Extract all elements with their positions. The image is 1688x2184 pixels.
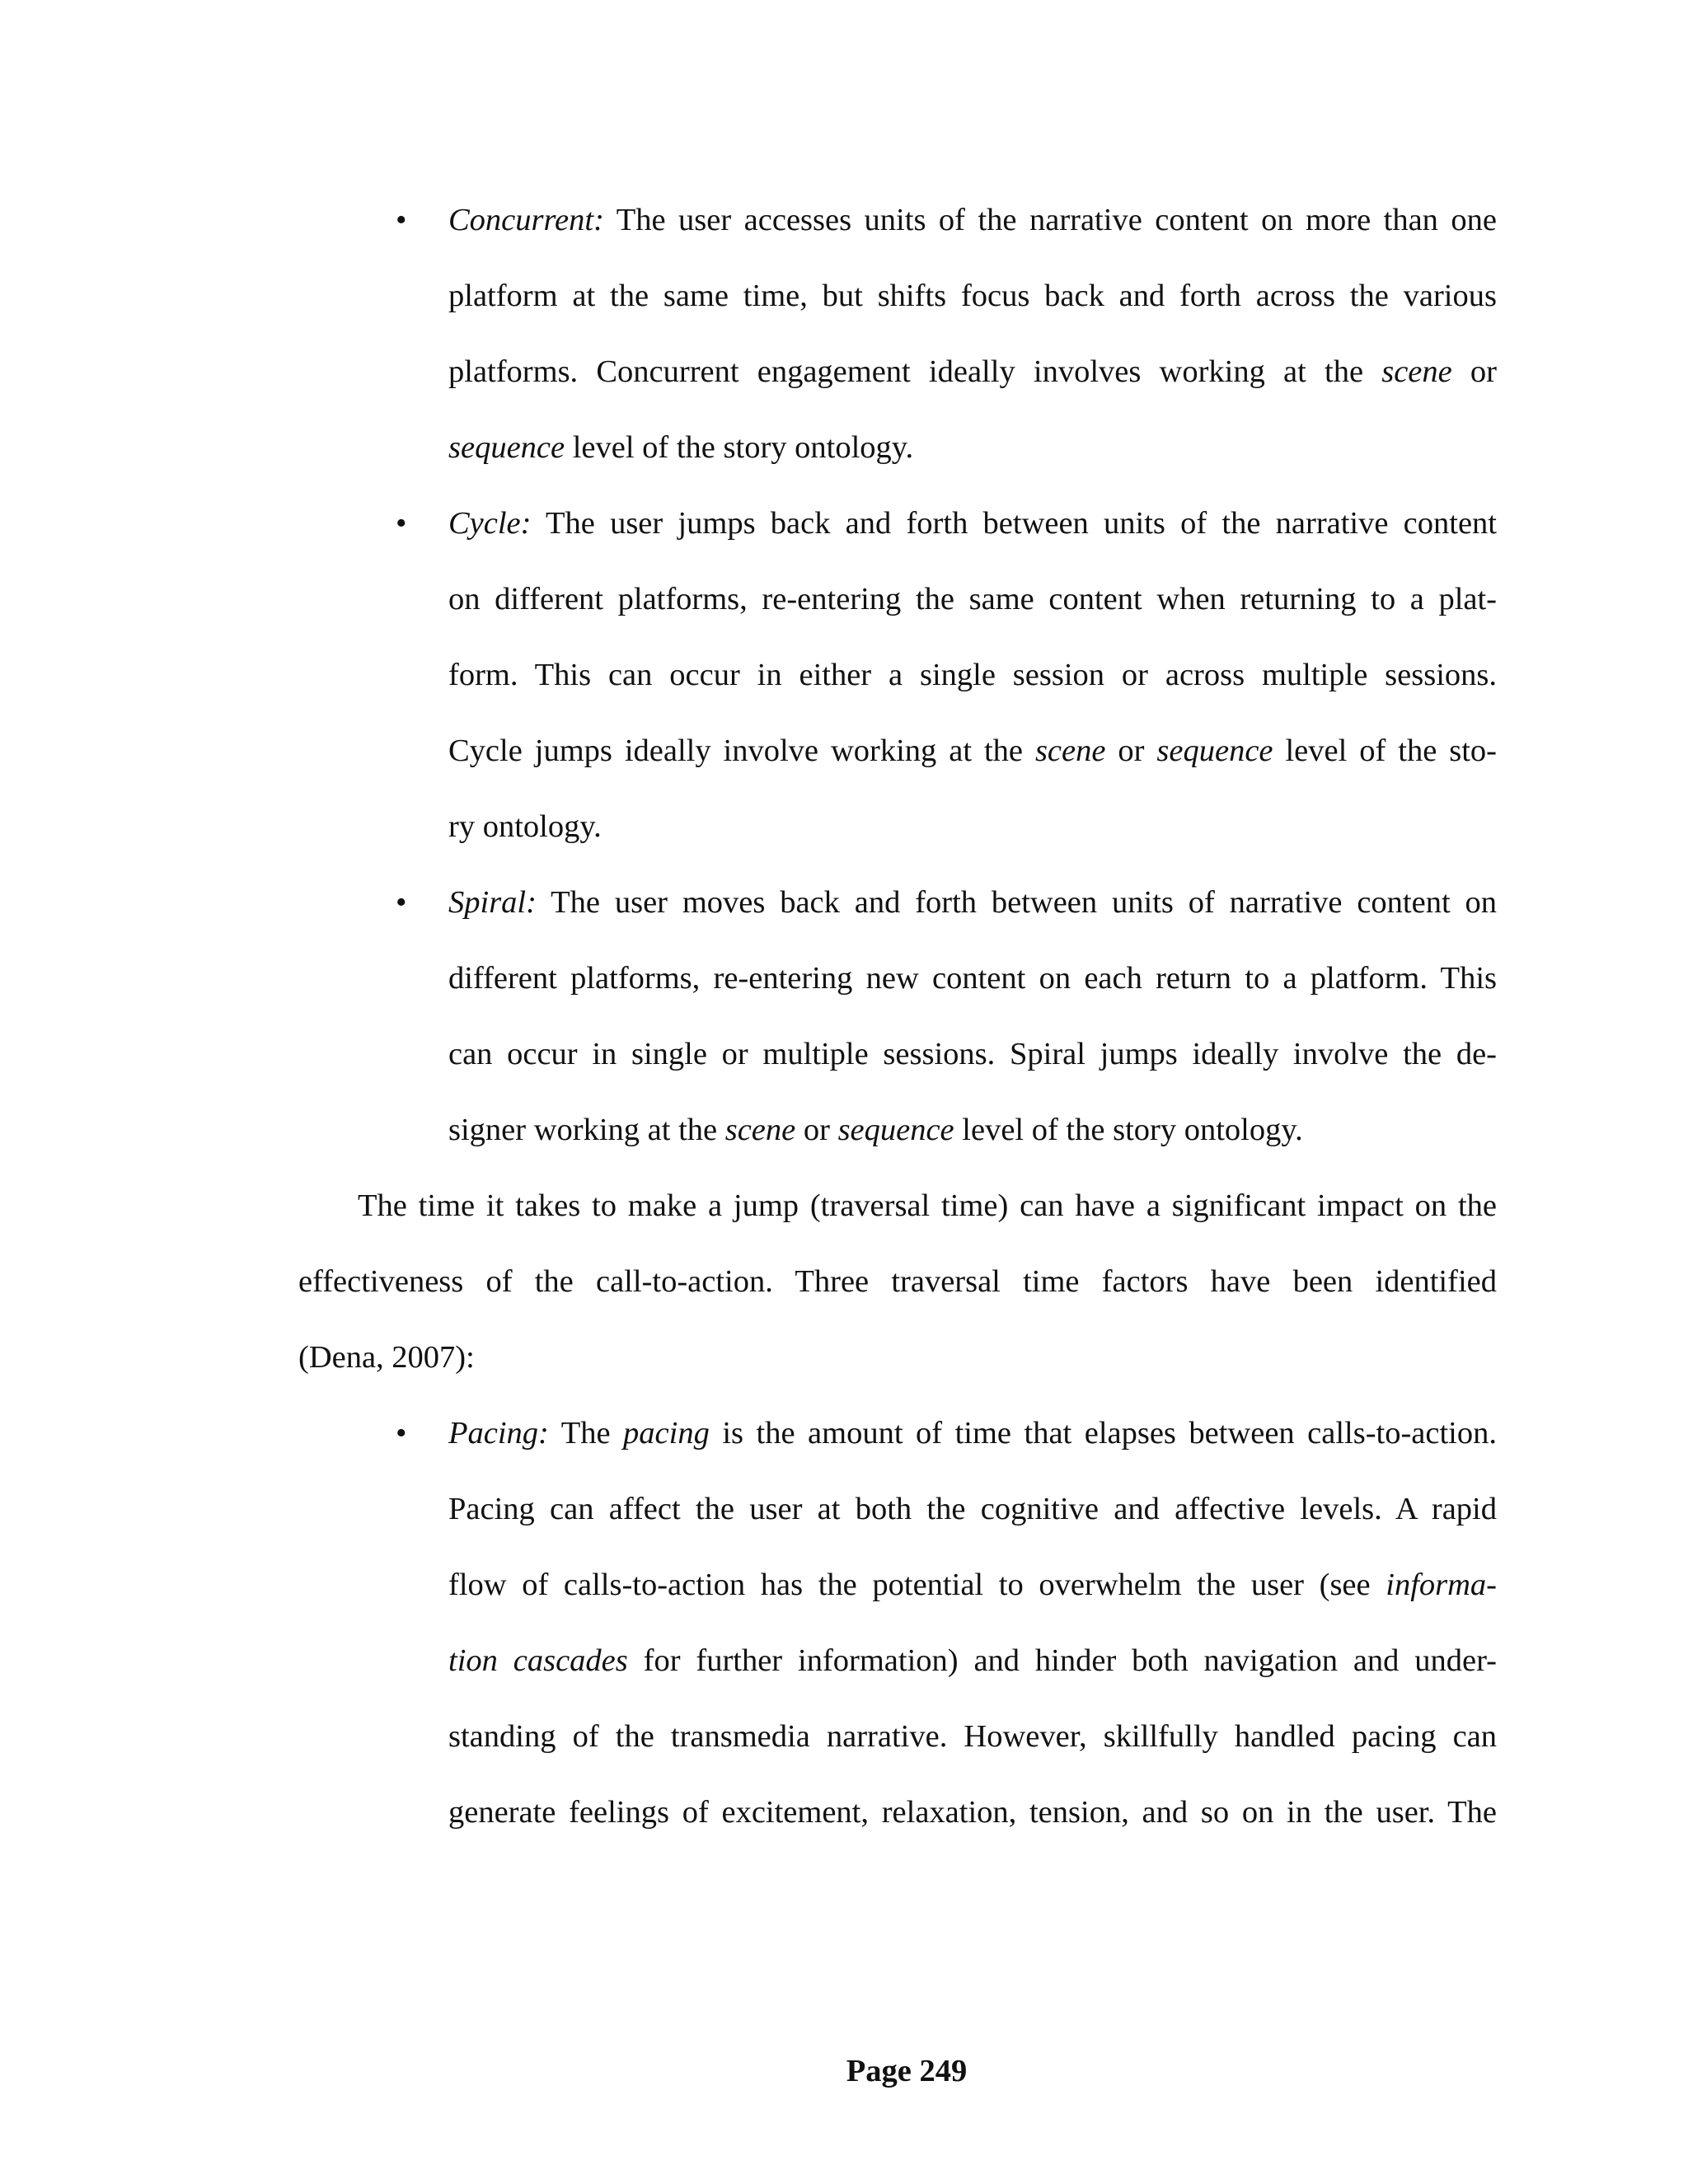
text-run: or [1105, 733, 1157, 768]
text-run: level of the story ontology. [954, 1113, 1303, 1147]
bullet-text-line [298, 419, 1497, 494]
page-body [298, 191, 1497, 1859]
paragraph-line: (Dena, 2007): [298, 1340, 475, 1375]
bullet-text-line [298, 722, 1497, 798]
bullet-text-line [298, 1480, 1497, 1556]
text-run: The user moves back and forth between units of narrative content on [551, 885, 1497, 920]
bullet-text-line [298, 1556, 1497, 1632]
text-run: level of the story ontology. [565, 430, 914, 465]
text-run: level of the sto- [1273, 733, 1497, 768]
italic-text: sequence [837, 1113, 954, 1147]
text-run: can occur in single or multiple sessions. Spiral jumps ideally involve the de- [448, 1037, 1497, 1071]
text-run: signer working at the [448, 1113, 725, 1147]
text-run: Cycle jumps ideally involve working at the [448, 733, 1035, 768]
paragraph-line: effectiveness of the call-to-action. Three traversal time factors have been identified [298, 1264, 1497, 1299]
bullet-item [298, 191, 1497, 494]
page-number: Page 249 [846, 2054, 968, 2088]
text-run: generate feelings of excitement, relaxation, tension, and so on in the user. The [448, 1795, 1497, 1830]
italic-text: pacing [623, 1416, 710, 1451]
bullet-text-line [298, 191, 1497, 267]
bullet-term: Spiral: [448, 885, 537, 920]
italic-text: scene [1381, 354, 1452, 389]
text-run: The [560, 1416, 624, 1451]
bullet-term: Cycle: [448, 506, 532, 541]
bullet-text-line [298, 1025, 1497, 1101]
bullet-text-line [298, 1632, 1497, 1708]
bullet-term: Concurrent: [448, 203, 604, 237]
text-run: different platforms, re-entering new content on each return to a platform. This [448, 961, 1497, 996]
body-paragraph [298, 1177, 1497, 1404]
bullet-text-line [298, 570, 1497, 646]
bullet-text-line [298, 267, 1497, 343]
text-run: platform at the same time, but shifts focus back and forth across the various [448, 279, 1497, 313]
text-run: ry ontology. [448, 809, 602, 844]
bullet-marker: • [396, 203, 407, 237]
italic-text: informa- [1386, 1568, 1497, 1602]
text-run: Pacing can affect the user at both the cognitive and affective levels. A rapid [448, 1492, 1497, 1526]
italic-text: sequence [448, 430, 565, 465]
italic-text: tion cascades [448, 1643, 628, 1678]
text-run: platforms. Concurrent engagement ideally involves working at the [448, 354, 1382, 389]
bullet-text-line [298, 494, 1497, 570]
bullet-item [298, 874, 1497, 1177]
bullet-text-line [298, 1404, 1497, 1480]
bullet-text-line [298, 1708, 1497, 1783]
bullet-item [298, 1404, 1497, 1859]
text-run: for further information) and hinder both navigation and under- [627, 1643, 1497, 1678]
bullet-text-line [298, 949, 1497, 1025]
text-run: standing of the transmedia narrative. However, skillfully handled pacing can [448, 1719, 1497, 1754]
bullet-text-line [298, 343, 1497, 419]
text-run: flow of calls-to-action has the potential to overwhelm the user (see [448, 1568, 1386, 1602]
bullet-term: Pacing: [448, 1416, 549, 1451]
bullet-marker: • [396, 506, 407, 541]
text-run: The user accesses units of the narrative content on more than one [616, 203, 1497, 237]
text-run: form. This can occur in either a single session or across multiple sessions. [448, 658, 1497, 692]
bullet-text-line [298, 798, 1497, 874]
bullet-item [298, 494, 1497, 874]
text-run: or [1451, 354, 1497, 389]
bullet-text-line [298, 1783, 1497, 1859]
bullet-text-line [298, 646, 1497, 722]
italic-text: scene [724, 1113, 796, 1147]
bullet-text-line [298, 1101, 1497, 1177]
text-run: on different platforms, re-entering the same content when returning to a plat- [448, 582, 1497, 616]
paragraph-line: The time it takes to make a jump (traversal time) can have a significant impact on the [358, 1188, 1497, 1223]
italic-text: sequence [1156, 733, 1273, 768]
text-run: or [795, 1113, 838, 1147]
bullet-list-engagement-types [298, 191, 1497, 1177]
italic-text: scene [1034, 733, 1106, 768]
text-run: The user jumps back and forth between units of the narrative content [546, 506, 1497, 541]
bullet-marker: • [396, 885, 407, 920]
bullet-list-traversal-factors [298, 1404, 1497, 1859]
text-run: is the amount of time that elapses between calls-to-action. [709, 1416, 1498, 1451]
bullet-marker: • [396, 1416, 407, 1451]
bullet-text-line [298, 874, 1497, 949]
